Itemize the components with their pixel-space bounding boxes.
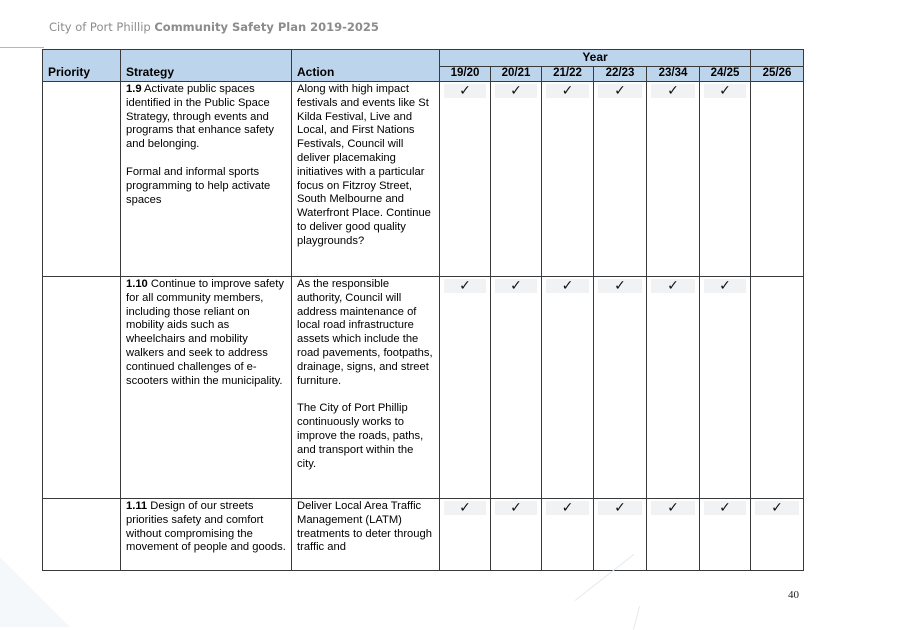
strategy-cell xyxy=(121,277,292,499)
strategy-cell xyxy=(121,82,292,277)
check-mark-icon: ✓ xyxy=(651,84,695,98)
header-organisation: City of Port Phillip xyxy=(49,20,151,34)
strategy-id: 1.10 xyxy=(126,278,148,290)
strategy-id: 1.11 xyxy=(126,500,148,512)
header-accent-rule xyxy=(0,47,44,48)
table-row xyxy=(43,277,804,499)
check-mark-icon: ✓ xyxy=(704,84,746,98)
year-cell-1920 xyxy=(440,277,491,499)
table-row xyxy=(43,499,804,571)
year-cell-2223 xyxy=(594,82,647,277)
check-mark-icon: ✓ xyxy=(598,84,642,98)
year-cell-2122 xyxy=(542,499,594,571)
decorative-line xyxy=(633,606,640,629)
paragraph-gap xyxy=(126,152,287,166)
check-mark-icon: ✓ xyxy=(755,501,799,515)
strategy-extra: Formal and informal sports programming to help activate spaces xyxy=(126,165,271,206)
strategy-lead: Activate public spaces identified in the Public Space Strategy, through events and programs that enhance safety and belonging. xyxy=(126,83,275,151)
header-year-2334: 23/34 xyxy=(647,67,700,82)
year-cell-1920 xyxy=(440,82,491,277)
header-year-2223: 22/23 xyxy=(594,67,647,82)
check-mark-icon: ✓ xyxy=(546,279,589,293)
check-mark-icon: ✓ xyxy=(704,279,746,293)
page-number: 40 xyxy=(788,589,799,601)
year-cell-2334 xyxy=(647,82,700,277)
header-strategy: Strategy xyxy=(121,50,292,82)
header-year-2425: 24/25 xyxy=(700,67,751,82)
strategy-text xyxy=(126,500,287,555)
check-mark-icon: ✓ xyxy=(495,279,537,293)
check-mark-icon: ✓ xyxy=(704,501,746,515)
priority-cell xyxy=(43,277,121,499)
year-cell-2526 xyxy=(751,82,804,277)
check-mark-icon: ✓ xyxy=(546,501,589,515)
header-year-2021: 20/21 xyxy=(491,67,542,82)
check-mark-icon: ✓ xyxy=(495,84,537,98)
table-row xyxy=(43,82,804,277)
year-cell-2223 xyxy=(594,499,647,571)
check-mark-icon: ✓ xyxy=(444,501,486,515)
header-year-2122: 21/22 xyxy=(542,67,594,82)
header-year-group: Year xyxy=(440,50,751,67)
check-mark-icon: ✓ xyxy=(651,501,695,515)
corner-decoration xyxy=(0,557,70,627)
year-cell-2334 xyxy=(647,277,700,499)
header-year-1920: 19/20 xyxy=(440,67,491,82)
year-cell-2021 xyxy=(491,499,542,571)
year-cell-2021 xyxy=(491,82,542,277)
year-cell-2334 xyxy=(647,499,700,571)
running-header xyxy=(49,20,379,34)
action-text: Deliver Local Area Traffic Management (LATM) treatments to deter through traffic and xyxy=(297,500,432,554)
action-text: Along with high impact festivals and events like St Kilda Festival, Live and Local, and First Nations Festivals, Council will deliver placemaking initiatives with a particular focus on Fitzroy Street, South Melbourne and Waterfront Place. Continue to deliver good quality playgrounds? xyxy=(297,83,431,247)
year-cell-2122 xyxy=(542,277,594,499)
year-cell-2425 xyxy=(700,82,751,277)
check-mark-icon: ✓ xyxy=(546,84,589,98)
check-mark-icon: ✓ xyxy=(444,84,486,98)
action-cell xyxy=(292,499,440,571)
year-cell-1920 xyxy=(440,499,491,571)
strategy-text xyxy=(126,83,287,152)
action-cell xyxy=(292,82,440,277)
header-action: Action xyxy=(292,50,440,82)
action-text-2: The City of Port Phillip continuously works to improve the roads, paths, and transport within the city. xyxy=(297,402,424,470)
action-cell xyxy=(292,277,440,499)
strategy-cell xyxy=(121,499,292,571)
header-priority: Priority xyxy=(43,50,121,82)
check-mark-icon: ✓ xyxy=(651,279,695,293)
strategy-lead: Continue to improve safety for all community members, including those reliant on mobility aids such as wheelchairs and mobility walkers and seek to address continued challenges of e-scooters within the municipality. xyxy=(126,278,284,387)
year-cell-2425 xyxy=(700,499,751,571)
year-cell-2526 xyxy=(751,499,804,571)
header-year-2526: 25/26 xyxy=(751,67,804,82)
check-mark-icon: ✓ xyxy=(598,501,642,515)
year-cell-2223 xyxy=(594,277,647,499)
header-document-title: Community Safety Plan 2019-2025 xyxy=(154,20,379,34)
check-mark-icon: ✓ xyxy=(444,279,486,293)
check-mark-icon: ✓ xyxy=(495,501,537,515)
strategy-text xyxy=(126,278,287,388)
action-text: As the responsible authority, Council will address maintenance of local road infrastructure assets which include the road pavements, footpaths, drainage, signs, and street furniture. xyxy=(297,278,433,387)
strategy-lead: Design of our streets priorities safety and comfort without compromising the movement of people and goods. xyxy=(126,500,286,554)
strategy-id: 1.9 xyxy=(126,83,142,95)
year-cell-2021 xyxy=(491,277,542,499)
year-cell-2122 xyxy=(542,82,594,277)
year-cell-2425 xyxy=(700,277,751,499)
paragraph-gap xyxy=(297,388,435,402)
community-safety-plan-table xyxy=(42,49,804,571)
check-mark-icon: ✓ xyxy=(598,279,642,293)
priority-cell xyxy=(43,82,121,277)
header-year-group-extension xyxy=(751,50,804,67)
year-cell-2526 xyxy=(751,277,804,499)
